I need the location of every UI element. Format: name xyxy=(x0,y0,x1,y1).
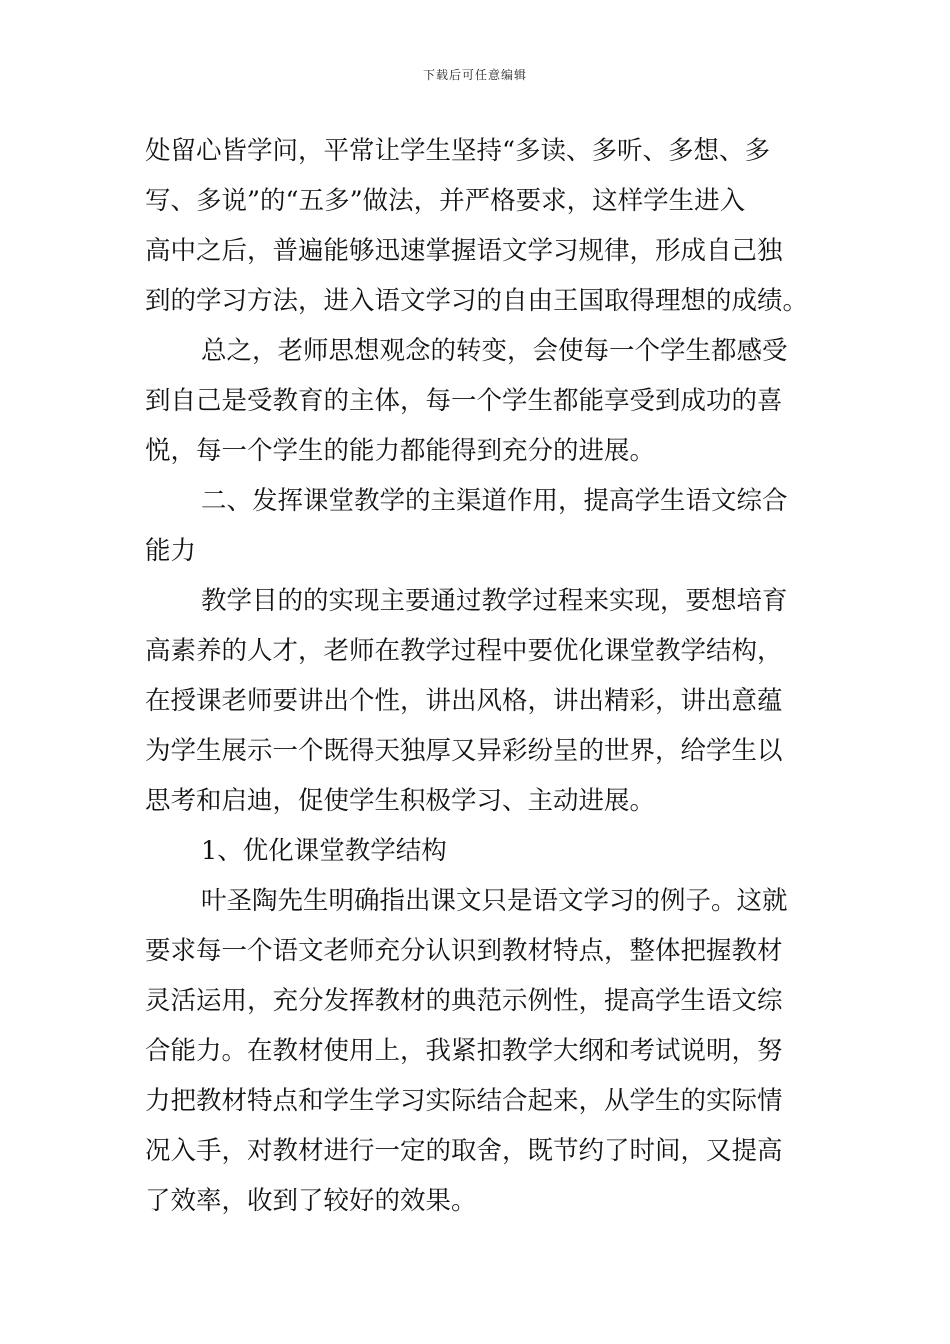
page-header: 下载后可任意编辑 xyxy=(422,68,527,82)
text-line: 要求每一个语文老师充分认识到教材特点，整体把握教材 xyxy=(145,936,783,966)
text-line: 到自己是受教育的主体，每一个学生都能享受到成功的喜 xyxy=(145,386,783,416)
text-line: 高素养的人才，老师在教学过程中要优化课堂教学结构， xyxy=(145,636,783,666)
paragraph-first-line: 叶圣陶先生明确指出课文只是语文学习的例子。这就 xyxy=(201,886,788,916)
text-line: 为学生展示一个既得天独厚又异彩纷呈的世界，给学生以 xyxy=(145,736,783,766)
text-line: 合能力。在教材使用上，我紧扣教学大纲和考试说明，努 xyxy=(145,1036,783,1066)
paragraph-first-line: 教学目的的实现主要通过教学过程来实现，要想培育 xyxy=(201,586,788,616)
paragraph-first-line: 总之，老师思想观念的转变，会使每一个学生都感受 xyxy=(201,336,788,366)
subsection-heading: 1、优化课堂教学结构 xyxy=(201,836,447,866)
text-line: 到的学习方法，进入语文学习的自由王国取得理想的成绩。 xyxy=(145,286,809,316)
text-line: 悦，每一个学生的能力都能得到充分的进展。 xyxy=(145,436,656,466)
text-line: 处留心皆学问，平常让学生坚持“多读、多听、多想、多 xyxy=(145,136,771,166)
text-line: 力把教材特点和学生学习实际结合起来，从学生的实际情 xyxy=(145,1086,783,1116)
text-line: 灵活运用，充分发挥教材的典范示例性，提高学生语文综 xyxy=(145,986,783,1016)
text-line: 思考和启迪，促使学生积极学习、主动进展。 xyxy=(145,786,656,816)
document-body xyxy=(145,126,810,1226)
section-heading: 二、发挥课堂教学的主渠道作用，提高学生语文综合 xyxy=(201,486,788,516)
section-heading-continued: 能力 xyxy=(145,536,197,566)
text-line: 了效率，收到了较好的效果。 xyxy=(145,1186,477,1216)
text-line: 在授课老师要讲出个性，讲出风格，讲出精彩，讲出意蕴 xyxy=(145,686,783,716)
text-line: 高中之后，普遍能够迅速掌握语文学习规律，形成自己独 xyxy=(145,236,783,266)
text-line: 况入手，对教材进行一定的取舍，既节约了时间，又提高 xyxy=(145,1136,783,1166)
text-line: 写、多说”的“五多”做法，并严格要求，这样学生进入 xyxy=(145,186,746,216)
